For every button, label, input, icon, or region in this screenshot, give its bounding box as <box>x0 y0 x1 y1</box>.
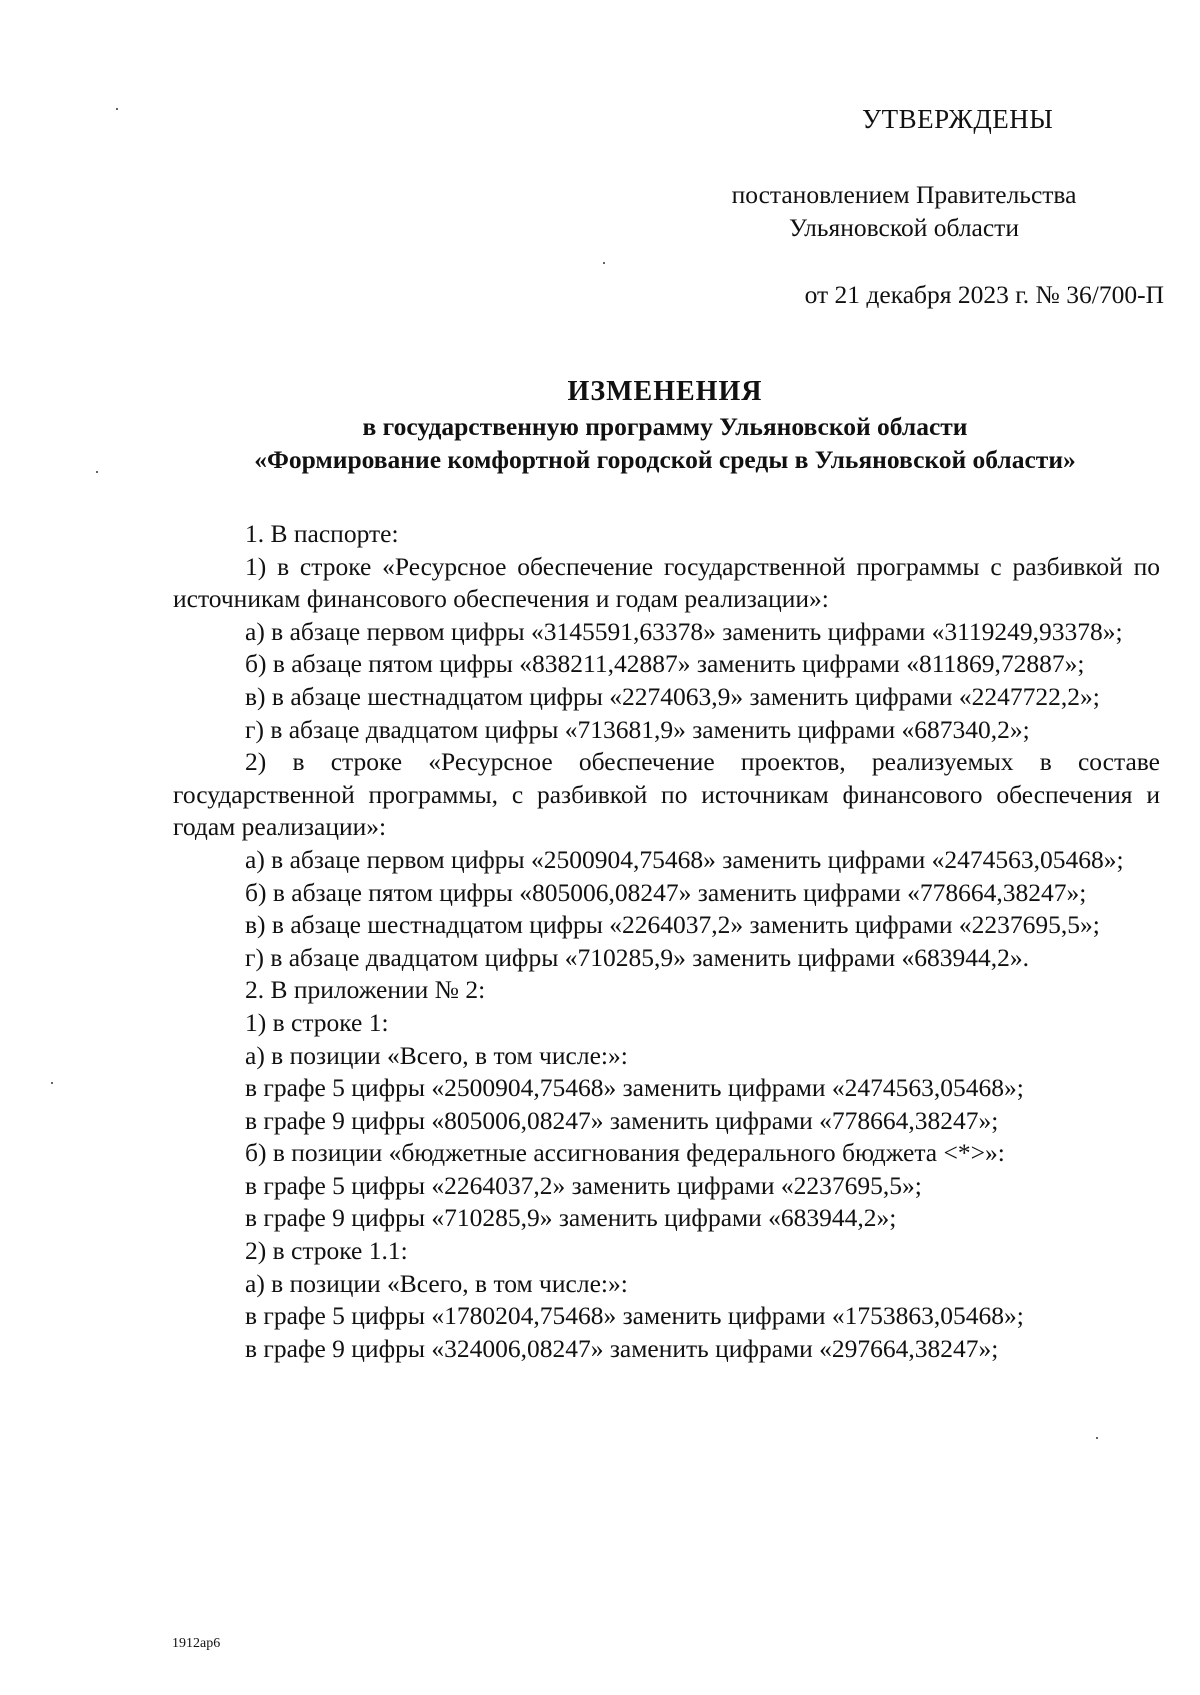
paragraph: 2) в строке «Ресурсное обеспечение проектов, реализуемых в составе государственной программы, с разбивкой по источникам финансового обеспечения и годам реализации»: <box>173 747 1160 842</box>
paragraph: а) в абзаце первом цифры «2500904,75468» заменить цифрами «2474563,05468»; <box>245 844 1124 874</box>
document-title <box>0 374 1200 476</box>
paragraph: г) в абзаце двадцатом цифры «713681,9» заменить цифрами «687340,2»; <box>245 714 1030 744</box>
scan-speck <box>603 262 605 264</box>
approval-authority <box>694 178 1114 244</box>
paragraph: 2. В приложении № 2: <box>245 975 486 1005</box>
paragraph: г) в абзаце двадцатом цифры «710285,9» заменить цифрами «683944,2». <box>245 942 1030 972</box>
paragraph: а) в абзаце первом цифры «3145591,63378» заменить цифрами «3119249,93378»; <box>245 616 1123 646</box>
paragraph: 1) в строке «Ресурсное обеспечение государственной программы с разбивкой по источникам финансового обеспечения и годам реализации»: <box>173 551 1160 614</box>
paragraph: в) в абзаце шестнадцатом цифры «2264037,2» заменить цифрами «2237695,5»; <box>245 910 1100 940</box>
paragraph: б) в абзаце пятом цифры «805006,08247» заменить цифрами «778664,38247»; <box>245 877 1087 907</box>
approval-date: от 21 декабря 2023 г. № 36/700-П <box>804 280 1164 309</box>
paragraph: в графе 5 цифры «2500904,75468» заменить цифрами «2474563,05468»; <box>245 1073 1024 1103</box>
scan-speck <box>96 471 98 473</box>
paragraph: в графе 5 цифры «2264037,2» заменить цифрами «2237695,5»; <box>245 1170 922 1200</box>
paragraph: б) в абзаце пятом цифры «838211,42887» заменить цифрами «811869,72887»; <box>245 649 1085 679</box>
approval-authority-line1: постановлением Правительства <box>731 180 1077 209</box>
paragraph: 2) в строке 1.1: <box>245 1236 408 1266</box>
paragraph: а) в позиции «Всего, в том числе:»: <box>245 1040 628 1070</box>
scan-speck <box>1096 1437 1098 1439</box>
scan-speck <box>116 108 118 110</box>
title-line1: в государственную программу Ульяновской области <box>362 412 968 441</box>
scan-speck <box>51 1082 53 1084</box>
document-body <box>173 518 1160 1365</box>
paragraph: в графе 9 цифры «324006,08247» заменить цифрами «297664,38247»; <box>245 1333 999 1363</box>
paragraph: а) в позиции «Всего, в том числе:»: <box>245 1268 628 1298</box>
title-main: ИЗМЕНЕНИЯ <box>567 376 763 407</box>
paragraph: в графе 5 цифры «1780204,75468» заменить цифрами «1753863,05468»; <box>245 1301 1024 1331</box>
document-code: 1912ар6 <box>172 1636 221 1651</box>
paragraph: в графе 9 цифры «710285,9» заменить цифрами «683944,2»; <box>245 1203 897 1233</box>
paragraph: б) в позиции «бюджетные ассигнования федерального бюджета <*>»: <box>245 1138 1005 1168</box>
paragraph: 1. В паспорте: <box>245 519 399 548</box>
title-line2: «Формирование комфортной городской среды в Ульяновской области» <box>254 445 1076 474</box>
approval-authority-line2: Ульяновской области <box>789 213 1019 242</box>
paragraph: в) в абзаце шестнадцатом цифры «2274063,9» заменить цифрами «2247722,2»; <box>245 681 1100 711</box>
approval-stamp-title: УТВЕРЖДЕНЫ <box>862 104 1054 134</box>
paragraph: 1) в строке 1: <box>245 1007 389 1037</box>
paragraph: в графе 9 цифры «805006,08247» заменить цифрами «778664,38247»; <box>245 1105 999 1135</box>
